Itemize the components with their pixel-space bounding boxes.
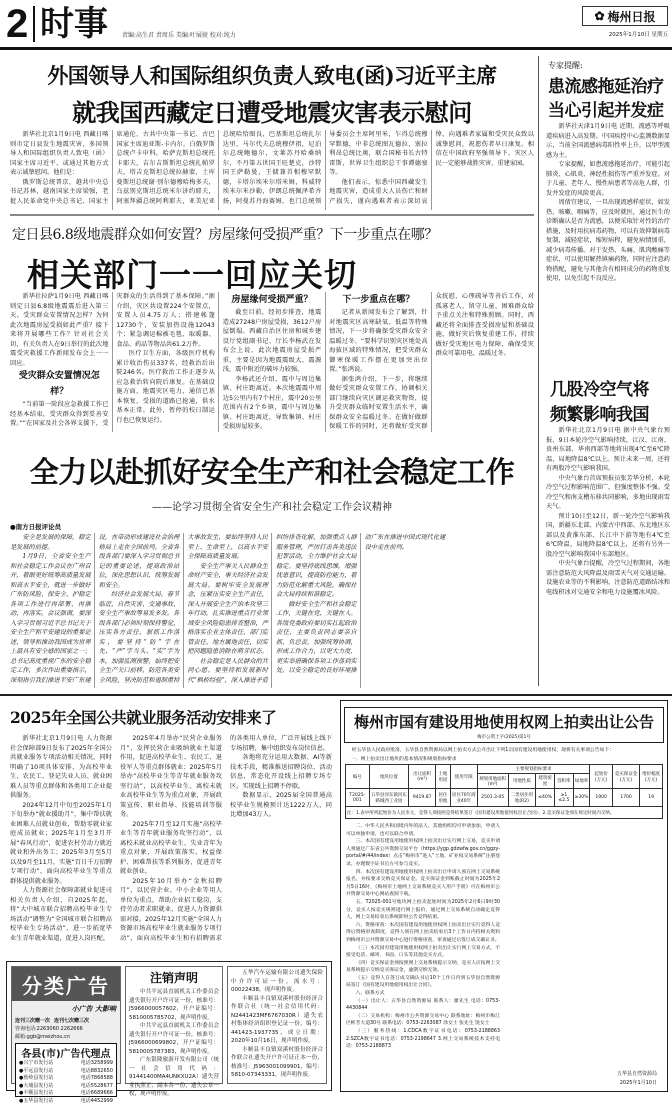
paragraph: 截至目前，经初步排查，地震造成27248户房屋受损，3612户房屋倒塌。西藏自治区住房和城乡建设厅党组副书记、厅长李杨武在发布会上说，此次地震房屋受损严重，主要是因为地震震级大、震源浅，震中附近的破坏力较强。: [223, 308, 321, 375]
table-cell: 2501.3-05: [477, 789, 508, 807]
paragraph: 医疗卫生方面，各级医疗机构累计收治伤员337名，经救治后出院246名。医疗救治工作正逐步从应急救治转向院后康复。在基础设施方面，地震灾区电力、通信已基本恢复，受损的道路已抢通，供水基本正常。此外，暂停的校日制运行也已恢复运行。: [116, 349, 214, 425]
cold-headline-2: 频繁影响我国: [550, 400, 670, 425]
paragraph: 八、联系方式: [346, 990, 500, 998]
paragraph: 2025年7月至12月实施“高校毕业生等青年就业服务攻坚行动”，以离校未就业高校毕业生、失业青年为重点对象，开展政策落实、权益保护、困难帮扶等系列服务，促进青年就业创业。: [120, 820, 222, 877]
notice-title: 注销声明: [129, 969, 219, 986]
offer-1: 连刊三次赠一次: [15, 1017, 50, 1024]
agent-phone: 电话6689666: [81, 1090, 113, 1098]
paragraph: 安全生产事关人民群众生命财产安全，事关经济社会发展大局。要树牢安全发展理念，压紧压实安全生产责任，深入开展安全生产治本攻坚三年行动，扎实推进重点行业领域安全风险隐患排查整治，严格落实企业主体责任、部门监管责任、地方属地责任，切实把问题隐患消除在萌芽状态。: [187, 562, 268, 657]
paragraph: 中共平远县直属机关工作委员会遗失银行开户许可证一份，核准号：J5966000057602，开户证编号：5810005785702，现声明作废。: [129, 988, 219, 1022]
agent-name: ●平远县发行站: [19, 1068, 53, 1076]
paragraph: 三、本次国有建设用地使用权网上拍卖出让实行网上交易，竞买申请人须通过广东省公共资源交易平台（https://ygp.gdzwfw.gov.cn/ggzy-portal/#/44/index）点击“梅州市”进入“土地、矿业权交易系统”注册登录，办理数字证书后方可参与竞买。: [346, 838, 500, 868]
auction-table-wrap: [341, 764, 667, 819]
land-auction-announcement: [340, 700, 668, 1092]
table-header: 增价幅度(万元): [640, 765, 663, 789]
header-divider: [33, 6, 35, 42]
table-subheader: 规划用地面积(m²): [477, 774, 508, 789]
paragraph: 中共平远县直属机关工作委员会遗失银行开户许可证一份，核准号：J5966000699802，开户证编号：5810005787383，现声明作废。: [129, 1022, 219, 1056]
paragraph: 六、资格审查：本次国有建设用地使用权网上拍卖出让实行竞得人竞得后资格审查制度，竞得人须在网上拍卖结束后3个工作日内持相关资料到梅州市公共资源交易中心进行资格审查，审查通过后签订成交确认书。: [346, 922, 500, 945]
paragraph: 中央气象台首席预报员张芳华分析，本轮冷空气过程影响范围广，但强度整体不强。受冷空气和南支槽东移共同影响，多地出现雨雪天气。: [546, 474, 670, 512]
auction-signature: 五华县自然资源局: [617, 1070, 657, 1077]
agent-name: ●蕉岭县发行站: [19, 1075, 53, 1083]
paragraph: 广东银隆旅游开发有限公司（统一社会信用代码：91441400MA4UNKXU2A）遗失营业执照正、副本各一份，遗失公章一枚，现声明作废。: [129, 1056, 219, 1099]
table-header: 起始价(万元): [590, 765, 612, 789]
auction-intro: 经五华县人民政府批准，五华县自然资源局以网上拍卖方式公开出让下列1宗国有建设用地使用权，现将有关事项公告如下：: [341, 743, 667, 753]
paragraph: （三）本次国有建设用地使用权网上拍卖出让实行网上交易方式，不接受电话、邮寄、书面、口头等其他竞买方式。: [346, 945, 500, 960]
lead-headline-1: 外国领导人和国际组织负责人致电(函)习近平主席: [10, 60, 534, 90]
plum-blossom-icon: ✿: [594, 9, 604, 23]
paragraph: 人力资源社会保障部就业促进司相关负责人介绍，自2025年起，将“大中城市联合招聘高校毕业生专场活动”调整为“全国城市联合招聘高校毕业生专场活动”，进一步拓宽毕业生青年就业渠道，促进人岗匹配。: [10, 886, 112, 943]
paragraph: 丰顺县丰良镇双溪村股份经济合作联合社遗失开户许可证正本一份，核准号：J5963001099901，编号：5810-07343331，现声明作废。: [231, 1046, 323, 1080]
agent-name: ●五华县发行站: [19, 1098, 53, 1105]
paragraph: 1月9日，全省安全生产和社会稳定工作会议在广州召开，着眼更好统筹高质量发展和高水平安全，就进一步做好广东防风险、保安全、护稳定各项工作进行再部署、再推动、再落实。会议强调，要深入学习贯彻习近平总书记关于安全生产和平安建设的重要论述，领导和推动我国成为世界上最具有安全感的国家之一；总书记高度重视广东的安全稳定工作，多次作出重要指示，深刻指引我们推进平安广东建设，在带动形成建设社会治理格局上走在全国前列。全省各级各部门要深入学习贯彻总书记的重要论述，提高政治站位，深化思想认识，统筹发展和安全。: [10, 533, 179, 688]
paragraph: 经济社会发展大局。春节临近，自然灾害、交通事故、安全生产事故等易发多发。各级各部门必须时刻保持警觉，压实各方责任，狠抓工作落实，要坚持“防”字在先、“严”字当头、“实”字为本，加强监测预警，始终把安全生产关口前移，防范各类安全风险，坚决防范和遏制重特大事故发生，要始终坚持人民至上、生命至上，以高水平安全保障高质量发展。: [99, 533, 268, 688]
paragraph: 安全是发展的保障，稳定是发展的前提。: [10, 533, 91, 552]
paragraph: 李杨武还介绍，震中与周边集镇、村庄距离近。本次地震震中周边5公里内有7个村庄，震中20公里范围内有2个乡镇，震中与周边集镇、村庄距离近，导致集镇、村庄受损房屋较多。: [223, 375, 321, 432]
cold-article-body: [546, 426, 670, 688]
classified-ad-banner: [11, 966, 121, 1084]
table-row: [346, 789, 663, 807]
paragraph: （一）出让人：五华县自然资源局 联系人：廖先生 电话：0753-4430844: [346, 998, 500, 1013]
paragraph: 各地将充分运用大数据、AI等新技术手段，精准推送招聘岗位、活动信息，常态化开设线上招聘专场专区，实现线上招聘不停歇。: [230, 753, 332, 791]
flu-headline-2: 当心引起并发症: [548, 96, 672, 121]
agents-box: [15, 1043, 117, 1097]
agent-phone: 电话8832650: [81, 1068, 113, 1076]
paragraph: 新华社北京1月9日电 人力资源社会保障部9日发布了2025年全国公共就业服务专项活动相关情况，同时明确了10项具体安排，为高校毕业生、农民工、登记失业人员、就业困难人员等重点群体和各类用工企业提供服务。: [10, 734, 112, 801]
paragraph: 他们表示，惊悉中国西藏发生地震灾害，造成重大人员伤亡和财产损失，谨向遇难者表示深切哀悼，向遇难者家属和受灾民众致以诚挚慰问，祝愿伤者早日康复。相信在中国政府坚强领导下，灾区人民一定能够战胜灾害、重建家园。: [329, 130, 534, 210]
offer-2: 连刊七次赠三次: [54, 1017, 89, 1024]
safety-byline: ●南方日报评论员: [10, 522, 61, 531]
auction-table: [345, 764, 663, 819]
safety-article-body: [10, 533, 534, 688]
flu-article-body: [546, 122, 670, 362]
paragraph: 做好安全生产和社会稳定工作，关键在党、关键在人。各级党委政府要切实扛起政治责任，主要负责同志要亲自抓、负总责，加强统筹协调，形成工作合力，以更大力度、更实举措确保各项工作落到实处，以安全稳定的良好环境推动广东在推进中国式现代化建设中走在前列。: [276, 533, 445, 688]
cold-headline-1: 几股冷空气将: [550, 375, 670, 400]
logo-text: 梅州日报: [608, 8, 656, 25]
paragraph: 新华社拉萨1月9日电 西藏日喀则定日县6.8级地震震后进入第三天。受灾群众安置情况怎样？为何此次地震房屋受损如此严重？接下来将开展哪些工作？针对社会关切，有关负责人在9日举行的此次地震受灾救援工作新闻发布会上一一回应。: [10, 292, 108, 368]
table-cell: ≥30%: [573, 789, 590, 807]
lost-certificate-notices: [227, 966, 327, 1084]
paragraph: 周倩宜建议，一旦出现流感样症状，如发热、咳嗽、咽痛等，应及时就医，通过医生的诊断确认是否为流感，以便采取针对性的治疗措施，及时用抗病毒药物，可以有效抑制病毒复制，减轻症状，缩短病程，避免病情加重，减少病毒传播。对于发热、头痛、肌肉酸痛等症状，可以使用解热镇痛药物，同时应注意药物搭配，避免与其他含有相同成分的药物重复使用，以免引起不良反应。: [546, 198, 670, 284]
table-cell: ≤40%: [536, 789, 555, 807]
paragraph: （二）交易机构：梅州市公共资源交易中心 联系地址：梅州市梅江区彬芳大道30号 联系电话：0753-2263087 涂女士 张先生 饶女士: [346, 1013, 500, 1028]
section-title: 时事: [40, 4, 108, 44]
newspaper-logo: [582, 6, 668, 26]
table-cell: 五华县河东镇河东路城西工业园: [369, 789, 409, 807]
table-header: 地块位置: [369, 765, 409, 789]
notice2-body: [231, 969, 323, 1081]
table-subheader: 用地性质: [508, 774, 535, 789]
table-header: 编号: [346, 765, 370, 789]
paragraph: 俄罗斯总统普京，越共中央总书记苏林，越南国家主席梁强，老挝人民革命党中央总书记、国家主席通伦，古共中央第一书记、古巴国家主席迪亚斯-卡内尔，白俄罗斯总统卢卡申科，哈萨克斯坦总统托卡耶夫，吉尔吉斯斯坦总统扎帕罗夫，塔吉克斯坦总统拉赫蒙，土库曼斯坦总统谢·别尔德穆哈梅多夫，乌兹别克斯坦总统米尔济约耶夫，阿塞拜疆总统阿利耶夫，亚美尼亚总统哈恰图良，巴基斯坦总统扎尔达里，马尔代夫总统穆伊祖，尼泊尔总统鲍德尔，文莱苏丹哈桑纳尔，不丹第五世国王旺楚克，沙特国王萨勒曼，王储兼首相穆罕默德，卡塔尔埃米尔塔米姆，科威特埃米尔米沙勒，伊朗总统佩泽希齐扬，阿曼苏丹海赛姆，也门总统领导委员会主席阿里米，乍得总统穆罕默德，中非总统图瓦德拉，塞拉利昂总统比奥，联合国秘书长古特雷斯，世界卫生组织总干事谭德塞等。: [10, 130, 428, 210]
paragraph: （三）服务热线：1.CDCA数字证书电话：0753-2188863 2.SZCA数字证书电话：0753-2198647 3.网上交易系统技术支持电话：0753-2188873: [346, 1028, 500, 1051]
paragraph: 2025年4月举办“民营企业服务月”，发挥民营企业吸纳就业主渠道作用，促进高校毕业生、农民工、退役军人等重点群体就业；2025年5月举办“高校毕业生等青年就业服务攻坚行动”，以高校毕业生、离校未就业高校毕业生等为重点对象，开展政策宣传、职业指导、技能培训等服务。: [120, 734, 222, 820]
agent-row: [19, 1075, 113, 1083]
quake-article-body: [10, 292, 534, 432]
agent-row: [19, 1060, 113, 1068]
paragraph: 2025年10月举办“金秋招聘月”，以民营企业、中小企业等用人单位为重点，帮助企业招工稳岗，支持劳动者求职就业，促进人力资源供需对接。2025年12月实施“全国人力资源市场高校毕业生就业服务专项行动”，面向高校毕业生和有招聘需求的各类用人单位，广泛开展线上线下专场招聘，集中组织发布岗位信息。: [120, 734, 332, 956]
subheading: 受灾群众安置情况怎样？: [10, 368, 108, 400]
paragraph: 预计10日至12日，新一轮冷空气影响我国，新疆东北部、内蒙古中西部、东北地区东部以及黄淮东部、长江中下游等地有4℃至6℃降温，局地降温8℃以上，还将有另外一股冷空气影响我国中东部地区。: [546, 512, 670, 560]
paragraph: 数据显示，2025届全国普通高校毕业生规模预计达1222万人，同比增加43万人。: [230, 791, 332, 820]
agent-phone: 电话4452999: [81, 1098, 113, 1105]
agent-row: [19, 1068, 113, 1076]
paragraph: 五华汽车运输有限公司遗失保险中介许可证一份，流水号：00022438，现声明作废。: [231, 969, 323, 995]
lead-article-body: [10, 130, 534, 210]
auction-title-text: 梅州市国有建设用地使用权网上拍卖出让公告: [354, 713, 654, 731]
cancellation-notice: [125, 966, 223, 1084]
paragraph: 二、中华人民共和国境内外的法人、其他组织均可申请参加，申请人可以单独申请，也可以联合申请。: [346, 823, 500, 838]
editors-line: 责编:高生君 责周乐 美编:叶展骏 校对:纯力: [122, 30, 236, 39]
agent-phone: 电话7868588: [81, 1075, 113, 1083]
table-header: 土地用途: [435, 765, 450, 789]
column-divider: [538, 56, 539, 686]
table-cell: ≥1 ≤2.5: [555, 789, 573, 807]
table-cell: 1700: [612, 789, 639, 807]
auction-title: [344, 707, 664, 743]
jobs-headline: 2025年全国公共就业服务活动安排来了: [10, 706, 332, 728]
table-subheader: 容积率: [555, 774, 573, 789]
paragraph: 专家提醒，如患流感拖延治疗，可能引起肺炎、心肌炎、神经性损伤等严重并发症。对于儿童、老年人、慢性病患者等高危人群，引发并发症的风险更高。: [546, 160, 670, 198]
agent-row: [19, 1098, 113, 1105]
table-note: 注：1.表中所列起始价为人民币元，竞得人须按照竞得结果签订《国有建设用地使用权出让合同》；2.竞买保证金须在规定时间内交纳。: [346, 807, 663, 819]
safety-headline: 全力以赴抓好安全生产和社会稳定工作: [10, 450, 534, 491]
paragraph: “当前第一阶段应急救援工作已经基本结束，受灾群众得到妥善安置。”“在国家及社会各界支援下，受灾群众的生活得到了基本保障。”据介绍，灾区共设置224个安置点，安置人员4.75万人；搭建帐篷12730个，安装加热设施12043个；紧急调运棉被毛毯、取暖器、食品、药品等物品共61.2万件。: [10, 292, 215, 432]
agent-phone: 电话3258999: [81, 1060, 113, 1068]
auction-section-1: 一、网上拍卖出让地块的基本情况和规划指标要求: [341, 753, 667, 764]
subheading: 下一步重点在哪？: [329, 292, 427, 308]
table-header: 出让面积(m²): [409, 765, 436, 789]
table-header: 竞买保证金(万元): [612, 765, 639, 789]
agent-row: [19, 1083, 113, 1091]
paragraph: 新华社北京1月9日电 据中央气象台预报，9日本轮冷空气影响持续，江汉、江南、贵州东部、华南西部等地将出现4℃至6℃降温，局地降温8℃以上。预计未来一周，还将有两股冷空气影响我国。: [546, 426, 670, 474]
paragraph: 新华社北京1月9日电 西藏日喀则市定日县发生地震灾害，多国领导人和国际组织负责人致电（函）国家主席习近平，或通过其他方式表示诚挚慰问。他们是：: [10, 130, 108, 178]
paragraph: 2024年12月中旬至2025年1月下旬举办“就业援助月”，集中帮扶就业困难人员就业创业，帮助零就业家庭成员就业；2025年1月至3月开展“春风行动”，促进农村劳动力就近就业和外出务工；2025年3月至5月以及9月至11月，实施“百日千万招聘专项行动”，面向高校毕业生等重点群体提供就业服务。: [10, 801, 112, 887]
paragraph: （四）竞买保证金须按照网上交易系统提示交纳，竞买人应按网上交易系统提示交纳竞买保证金，逾期交纳无效。: [346, 960, 500, 975]
classified-ads-section: [6, 961, 332, 1091]
divider: [0, 694, 672, 696]
paragraph: 四、本次国有建设用地使用权网上拍卖出让申请人须在网上交易系统报名，并按要求交纳竞买保证金。竞买保证金到账截止时间为2025年2月5日16时，《梅州市土地网上交易系统竞买人用户手册》可在梅州市公共资源交易中心网站查阅下载。: [346, 869, 500, 899]
paragraph: 社会稳定是人民群众的共同心愿。要坚持和发展新时代“枫桥经验”，深入推进矛盾纠纷排查化解，加强重点人群服务管理，严厉打击各类违法犯罪活动，全力维护社会大局稳定。要坚持底线思维，增强忧患意识，提高防控能力，着力防范化解重大风险，确保社会大局持续和谐稳定。: [187, 533, 356, 688]
issue-date: 2025年1月10日 星期五: [609, 30, 668, 38]
quake-headline: 相关部门一一回应关切: [12, 250, 372, 296]
paragraph: （五）竞得人在签订成交确认书后10个工作日内到五华县自然资源局签订《国有建设用地使用权出让合同》。: [346, 975, 500, 990]
agent-phone: 电话5528677: [81, 1083, 113, 1091]
flu-headline-1: 患流感拖延治疗: [548, 72, 672, 97]
auction-date: 2025年1月10日: [620, 1079, 657, 1086]
agent-name: ●丰顺县发行站: [19, 1090, 53, 1098]
classified-phone: 咨询电话:2263060 2262666: [12, 1024, 120, 1033]
classified-logo: 分类广告: [12, 967, 120, 1001]
agent-name: ●兴宁市发行站: [19, 1060, 53, 1068]
paragraph: 中央气象台提醒，冷空气过程期间，各地需注意防范大风降温及雨雪天气对交通运输、设施农业等的不利影响，注意防范道路结冰和电线积冰对交通安全和电力设施覆冰风险。: [546, 559, 670, 597]
auction-body: [346, 823, 662, 1061]
table-cell: 19: [640, 789, 663, 807]
safety-subtitle: ——论学习贯彻全省安全生产和社会稳定工作会议精神: [10, 498, 534, 513]
table-cell: 9419.87: [409, 789, 436, 807]
agents-title: 各县(市)广告代理点: [19, 1045, 113, 1060]
paragraph: 据张鸿介绍，下一步，将继续做好受灾群众安置工作，协调相关部门继续向灾区调运救灾物资，提升受灾群众临时安置生活水平，确保群众安全温暖过冬。在做好做群保暖工作的同时，还将做好受灾群众抚慰、心理疏导等善后工作，对孤寡老人、留守儿童、困难群众给予重点关注和特殊照顾。同时，西藏还将全面排查受损房屋和基础设施，做好灾后恢复重建工作，持续做好受灾地区电力保障，确保受灾群众可靠用电、温暖过冬。: [329, 292, 534, 432]
table-subheader: 绿地率: [573, 774, 590, 789]
page-number: 2: [6, 2, 28, 46]
header-rule: [0, 47, 672, 50]
lead-headline-2: 就我国西藏定日遭受地震灾害表示慰问: [10, 93, 534, 128]
table-cell: 1900: [590, 789, 612, 807]
paragraph: 记者从新闻发布会了解到，针对地震灾区高寒缺氧、低温等特殊情况，下一步将确保受灾群众安全温暖过冬。“要科学识别灾区地处高海拔区域的特殊情况，把受灾群众御寒保暖工作摆在更加突出位置。”张鸿说。: [329, 308, 427, 375]
table-cell: 居住用地: [435, 789, 450, 807]
agent-name: ●大埔县发行站: [19, 1083, 53, 1091]
table-header: 主要规划指标要求: [477, 765, 590, 774]
paragraph: 丰顺县丰良镇双溪村股份经济合作联合社（统一社会信用代码：N2441423MF6767030R）遗失农村集体经济组织登记证一份，编号：441423-1937735，成立日期：2020年10月16日，现声明作废。: [231, 995, 323, 1046]
classified-email: 邮箱:ggb@meizhou.cn: [12, 1033, 120, 1040]
subheading: 房屋缘何受损严重？: [223, 292, 321, 308]
flu-kicker: 专家提醒:: [548, 60, 583, 71]
table-cell: 居住70年商业40年: [450, 789, 477, 807]
table-header: 使用年限: [450, 765, 477, 789]
paragraph: 新华社天津1月9日电 近期，流感等呼吸道疾病进入高发期。中国疾控中心监测数据显示，当前全国流感病毒阳性率上升，以甲型流感为主。: [546, 122, 670, 160]
jobs-article-body: [10, 734, 332, 956]
agents-list: [19, 1060, 113, 1105]
auction-number: 梅市公资土字(2025)第1号: [345, 732, 663, 742]
notice-body: [129, 988, 219, 1084]
paragraph: 五、T2025-001号地块网上拍卖起始时间为2025年2月6日9时30分，竞买人按竞买规则进行网上报价，通过网上交易系统自动确定竞得人，网上交易结束后系统即时公告竞得结果。: [346, 899, 500, 922]
agent-row: [19, 1090, 113, 1098]
divider: [10, 214, 534, 216]
table-cell: 二类居住用地(R2): [508, 789, 535, 807]
quake-kicker: 定日县6.8级地震群众如何安置？房屋缘何受损严重？下一步重点在哪？: [12, 224, 532, 244]
classified-slogan: 小广告 大影响: [12, 1001, 120, 1017]
table-subheader: 建筑密度: [536, 774, 555, 789]
table-cell: T2025-001: [346, 789, 370, 807]
